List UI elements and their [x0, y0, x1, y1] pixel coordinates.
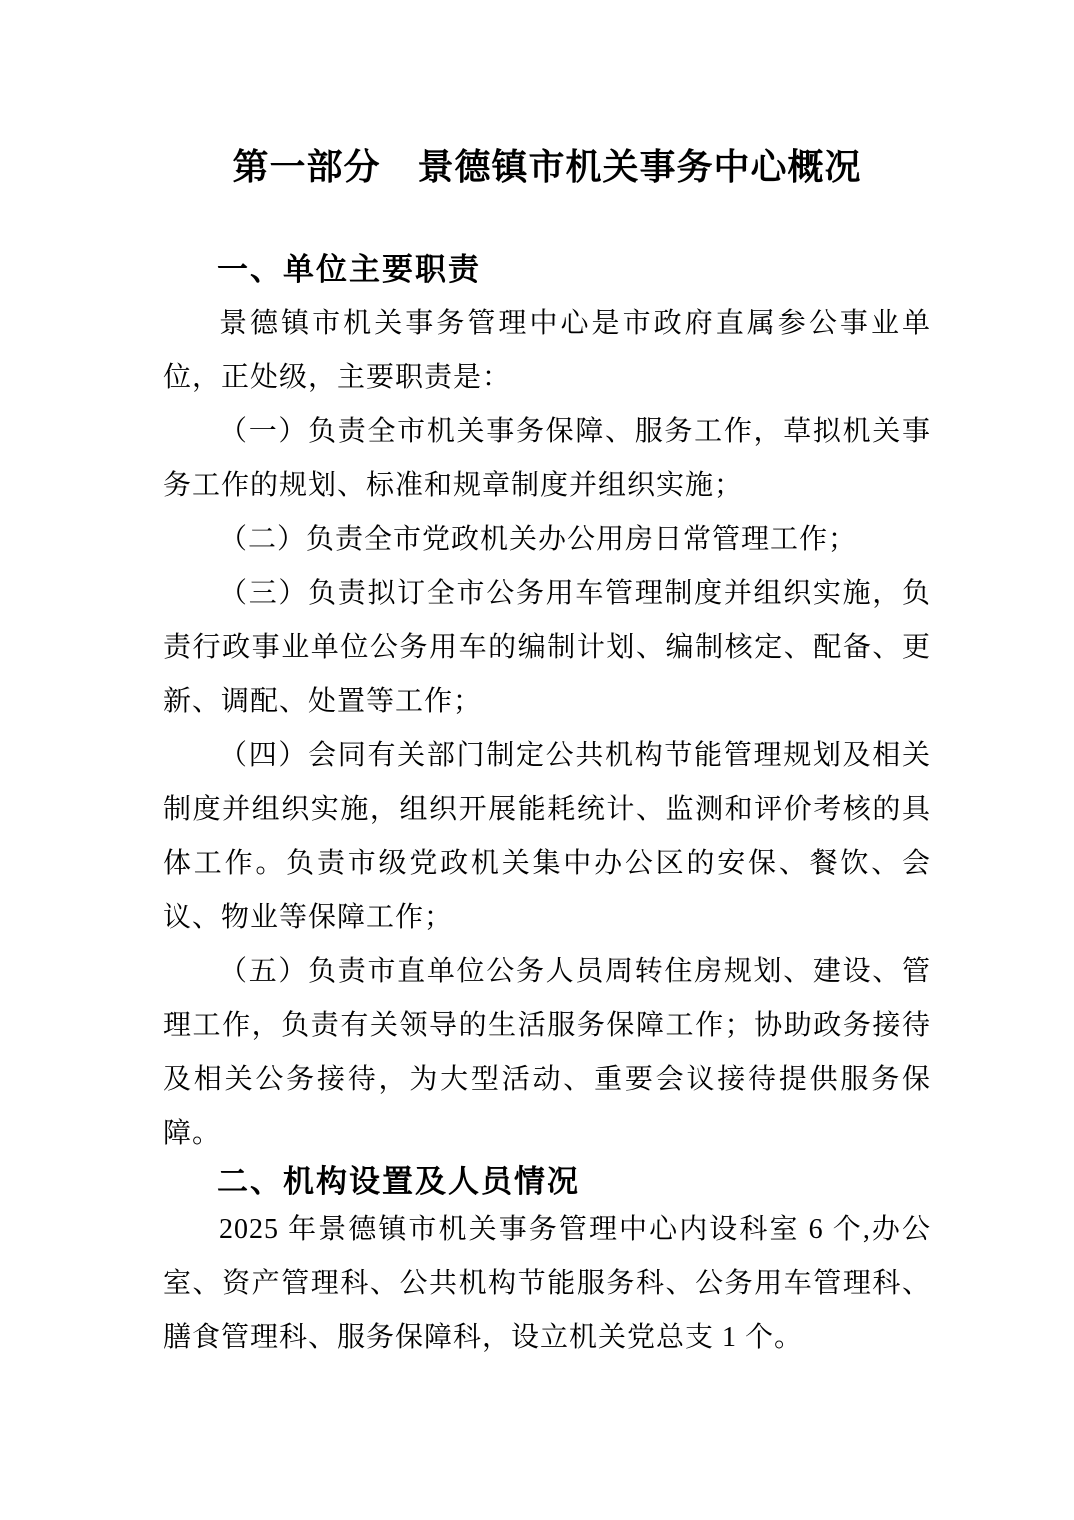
- paragraph-duty-4: （四）会同有关部门制定公共机构节能管理规划及相关制度并组织实施，组织开展能耗统计、监测和评价考核的具体工作。负责市级党政机关集中办公区的安保、餐饮、会议、物业等保障工作；: [163, 740, 931, 933]
- paragraph-intro: 景德镇市机关事务管理中心是市政府直属参公事业单位，正处级，主要职责是：: [163, 308, 931, 393]
- paragraph-duty-5: （五）负责市直单位公务人员周转住房规划、建设、管理工作，负责有关领导的生活服务保障工作；协助政务接待及相关公务接待，为大型活动、重要会议接待提供服务保障。: [163, 956, 931, 1149]
- paragraph-organization: 2025 年景德镇市机关事务管理中心内设科室 6 个,办公室、资产管理科、公共机构节能服务科、公务用车管理科、膳食管理科、服务保障科，设立机关党总支 1 个。: [163, 1214, 931, 1353]
- section-heading-organization: 二、机构设置及人员情况: [217, 1164, 580, 1199]
- paragraph-duty-3: （三）负责拟订全市公务用车管理制度并组织实施，负责行政事业单位公务用车的编制计划、编制核定、配备、更新、调配、处置等工作；: [163, 578, 931, 717]
- document-title: 第一部分 景德镇市机关事务中心概况: [232, 147, 862, 187]
- document-content: [163, 143, 931, 1365]
- paragraph-duty-1: （一）负责全市机关事务保障、服务工作，草拟机关事务工作的规划、标准和规章制度并组织实施；: [163, 416, 931, 501]
- section-heading-unit-duties: 一、单位主要职责: [217, 252, 481, 287]
- paragraph-duty-2: （二）负责全市党政机关办公用房日常管理工作；: [219, 524, 858, 555]
